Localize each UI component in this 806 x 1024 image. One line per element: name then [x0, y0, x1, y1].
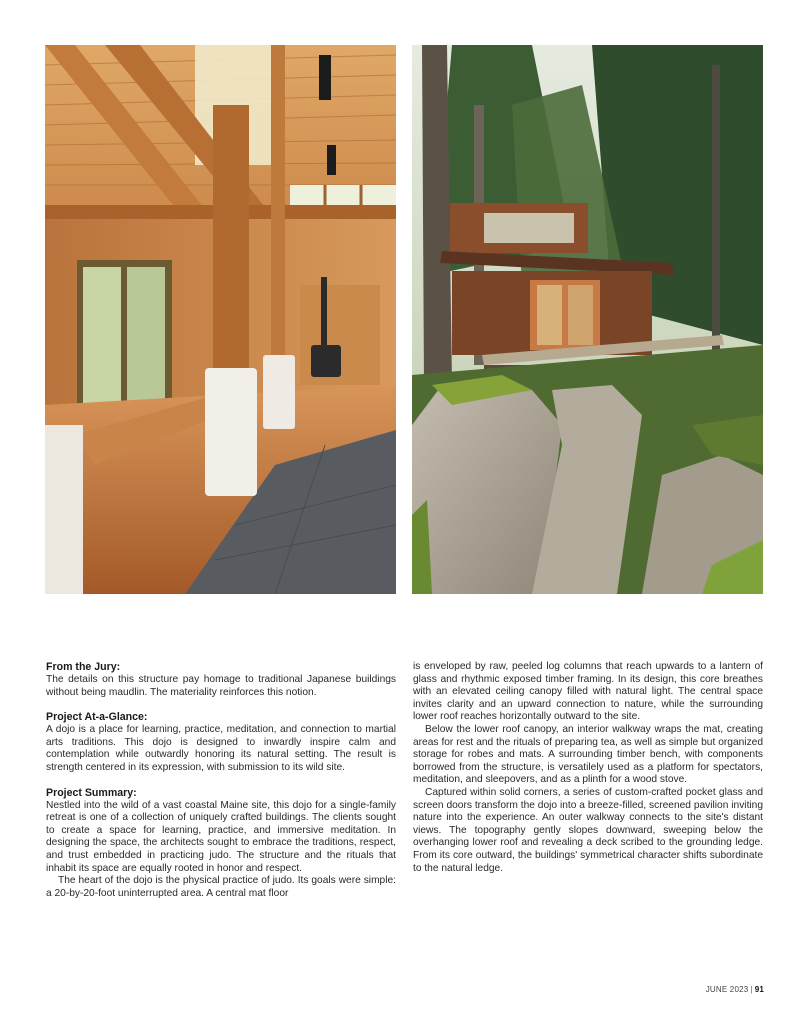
jury-section: [46, 661, 396, 699]
summary-paragraph-4: Below the lower roof canopy, an interior walkway wraps the mat, creating areas for rest and the rituals of preparing tea, as well as simple but organized storage for robes and mats. A surrounding timber bench, with components borrowed from the structure, is versatilely used as a platform for spectators, meditation, and sleepovers, and as a plinth for a wood stove.: [413, 723, 763, 786]
glance-section: [46, 711, 396, 774]
summary-paragraph-5: Captured within solid corners, a series of custom-crafted pocket glass and screen doors transform the dojo into a breeze-filled, screened pavilion inviting nature into the experience. An outer walkway connects to the site's distant views. The topography gently slopes downward, sweeping below the overhanging lower roof and revealing a deck scribed to the grounding ledge. From its core outward, the buildings' symmetrical character shifts subordinate to the natural ledge.: [413, 786, 763, 874]
page-folio: [706, 985, 764, 994]
summary-paragraph-3: is enveloped by raw, peeled log columns that reach upwards to a lantern of glass and rhythmic exposed timber framing. In its design, this core breathes with an elevated ceiling canopy filled with natural light. The central space invites clarity and an upward connection to nature, while the surrounding lower roof reaches horizontally outward to the site.: [413, 661, 763, 723]
summary-section: [46, 787, 396, 901]
glance-text: A dojo is a place for learning, practice, meditation, and connection to martial arts traditions. This dojo is designed to inwardly inspire calm and contemplation while outwardly honoring its natural setting. The result is strength centered in its expression, with submission to its wild site.: [46, 724, 396, 773]
summary-heading: Project Summary:: [46, 786, 137, 799]
page-number: 91: [754, 985, 764, 994]
dojo-exterior-photo: [412, 45, 763, 594]
summary-paragraph-2: The heart of the dojo is the physical practice of judo. Its goals were simple: a 20-by-20-foot uninterrupted area. A central mat floor: [46, 875, 396, 899]
dojo-interior-photo: [45, 45, 396, 594]
issue-date: JUNE 2023: [705, 985, 749, 994]
left-text-column: [46, 661, 396, 900]
jury-text: The details on this structure pay homage to traditional Japanese buildings without being maudlin. The materiality reinforces this notion.: [46, 674, 396, 698]
glance-heading: Project At-a-Glance:: [46, 711, 148, 724]
right-text-column: [413, 661, 763, 875]
summary-paragraph-1: Nestled into the wild of a vast coastal Maine site, this dojo for a single-family retreat is one of a collection of uniquely crafted buildings. The clients sought to create a space for learning, practice, and immersive meditation. In designing the space, the architects sought to embrace the traditions, respect, and trust embedded in practicing judo. The structure and the rituals that inhabit its space are equally rooted in honor and respect.: [46, 799, 396, 874]
folio-separator: |: [750, 985, 753, 994]
jury-heading: From the Jury:: [46, 661, 121, 673]
